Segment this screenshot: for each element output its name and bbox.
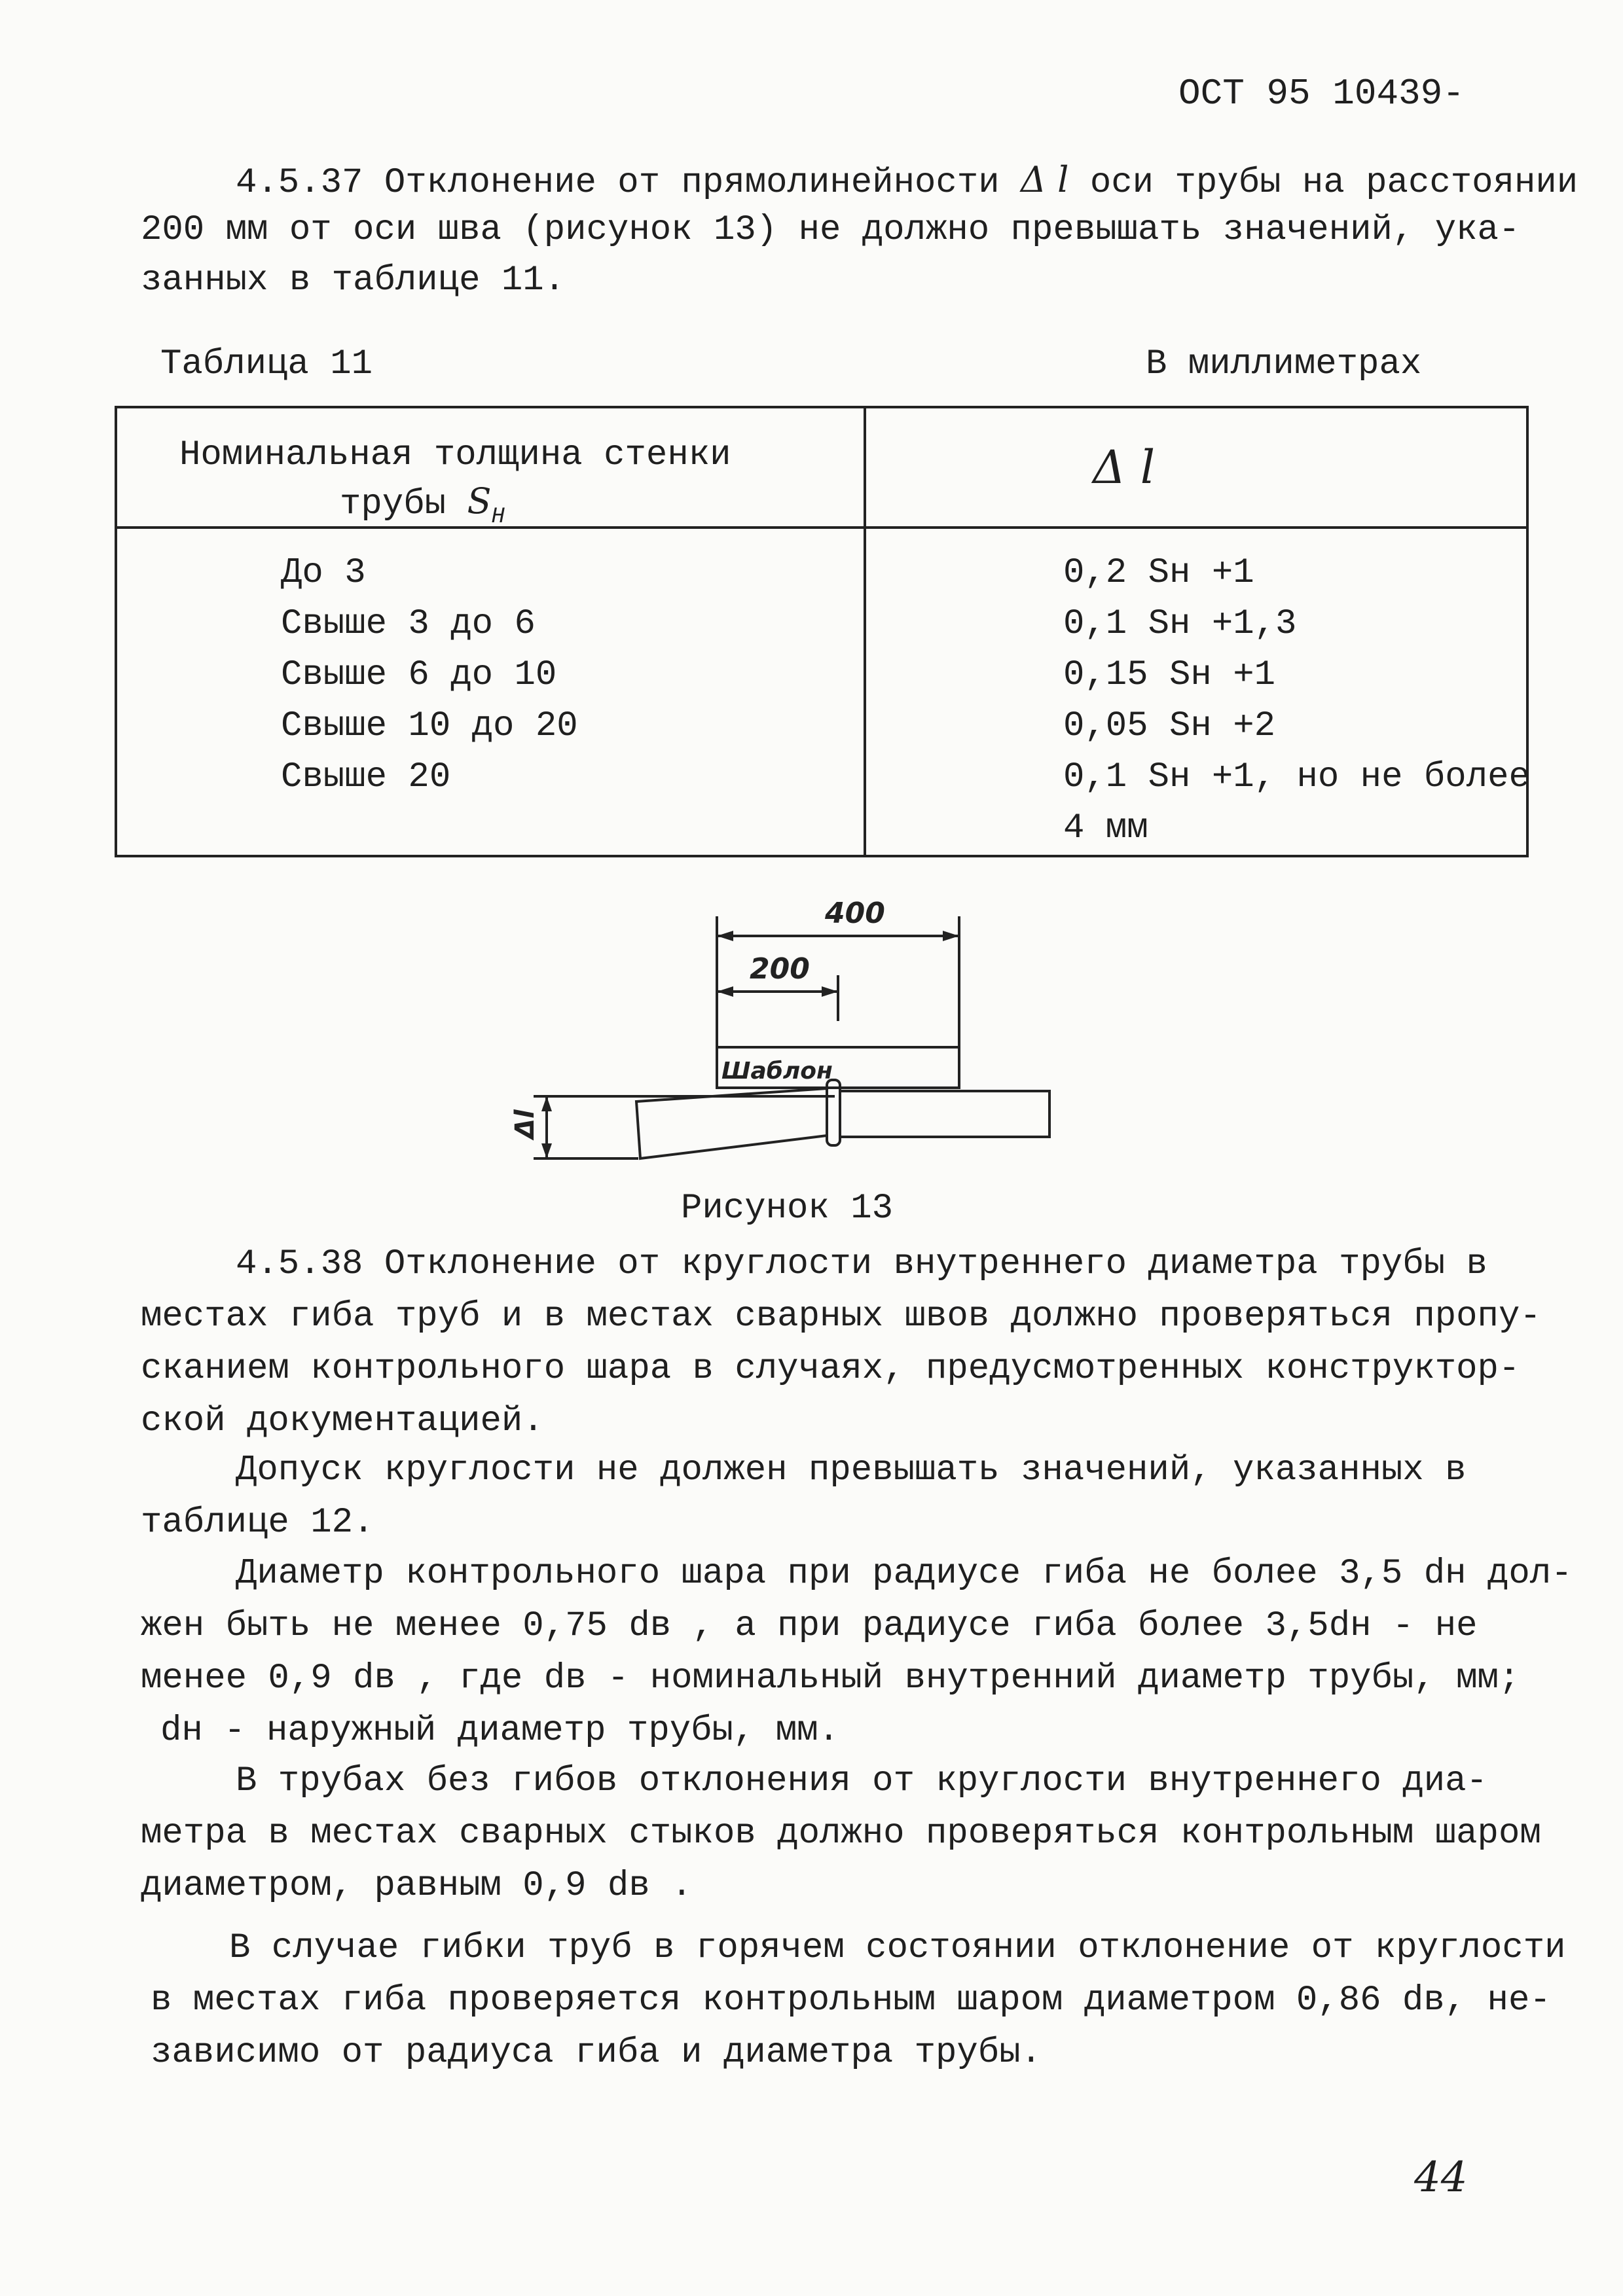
table-row-1-range: До 3	[281, 553, 366, 593]
no-bends-line1: В трубах без гибов отклонения от круглости внутреннего диа-	[236, 1761, 1487, 1801]
table-row-3-value: 0,15 Sн +1	[1063, 655, 1276, 695]
clause-4537-line1	[236, 159, 1578, 203]
arrow-400-left	[717, 931, 733, 941]
ball-line2: жен быть не менее 0,75 dв , а при радиусе гиба более 3,5dн - не	[141, 1606, 1478, 1646]
arrow-200-right	[822, 986, 838, 997]
figure-13	[458, 870, 1113, 1237]
table-row-4-value: 0,05 Sн +2	[1063, 706, 1276, 746]
figure-caption: Рисунок 13	[681, 1189, 894, 1229]
hot-bend-line3: зависимо от радиуса гиба и диаметра трубы.	[151, 2033, 1042, 2073]
clause-4538-line1	[236, 1244, 1487, 1284]
header-left-word: трубы	[340, 484, 447, 524]
weld-seam	[827, 1080, 840, 1145]
dimension-400-label: 400	[825, 897, 885, 930]
table-row-4-range: Свыше 10 до 20	[281, 706, 578, 746]
no-bends-line2: метра в местах сварных стыков должно проверяться контрольным шаром	[141, 1814, 1541, 1854]
table-row-1-value: 0,2 Sн +1	[1063, 553, 1254, 593]
header-left-line1: Номинальная толщина стенки	[179, 435, 731, 475]
no-bends-line3: диаметром, равным 0,9 dв .	[141, 1866, 693, 1906]
template-label: Шаблон	[721, 1058, 833, 1085]
arrow-delta-top	[541, 1096, 552, 1111]
table-row-2-range: Свыше 3 до 6	[281, 604, 536, 644]
document-code: ОСТ 95 10439-	[1178, 73, 1465, 115]
dimension-200-label: 200	[750, 952, 810, 986]
hot-bend-line2: в местах гиба проверяется контрольным шаром диаметром 0,86 dв, не-	[151, 1981, 1551, 2020]
clause-number: 4.5.38	[236, 1244, 363, 1284]
table-row-2-value: 0,1 Sн +1,3	[1063, 604, 1297, 644]
table-divider-horizontal	[117, 526, 1526, 529]
hot-bend-line1: В случае гибки труб в горячем состоянии отклонение от круглости	[229, 1928, 1566, 1968]
clause-number: 4.5.37	[236, 163, 363, 203]
pipe-left	[636, 1088, 827, 1158]
table-11	[115, 406, 1529, 857]
page-number: 44	[1414, 2153, 1468, 2202]
clause-text: оси трубы на расстоянии	[1089, 163, 1578, 203]
table-row-5-value-extra: 4 мм	[1063, 808, 1148, 848]
clause-text: Отклонение от круглости внутреннего диаметра трубы в	[384, 1244, 1487, 1284]
arrow-400-right	[943, 931, 959, 941]
table-caption: Таблица 11	[160, 344, 373, 384]
clause-4538-line4: ской документацией.	[141, 1401, 544, 1441]
arrow-delta-bottom	[541, 1143, 552, 1158]
arrow-200-left	[717, 986, 733, 997]
ball-line4: dн - наружный диаметр трубы, мм.	[160, 1711, 839, 1751]
clause-4537-line3: занных в таблице 11.	[141, 260, 566, 300]
pipe-right	[840, 1091, 1049, 1137]
wall-thickness-subscript: Н	[491, 505, 505, 529]
wall-thickness-symbol: S	[467, 480, 492, 522]
tolerance-line2: таблице 12.	[141, 1503, 374, 1543]
table-divider-vertical	[864, 408, 866, 855]
header-right-delta-l: Δ l	[1093, 440, 1156, 494]
table-row-3-range: Свыше 6 до 10	[281, 655, 557, 695]
table-row-5-range: Свыше 20	[281, 757, 451, 797]
ball-line3: менее 0,9 dв , где dв - номинальный внутренний диаметр трубы, мм;	[141, 1659, 1520, 1698]
clause-4538-line2: местах гиба труб и в местах сварных швов должно проверяться пропу-	[141, 1297, 1541, 1336]
tolerance-line1: Допуск круглости не должен превышать значений, указанных в	[236, 1450, 1467, 1490]
ball-line1: Диаметр контрольного шара при радиусе гиба не более 3,5 dн дол-	[236, 1554, 1573, 1594]
delta-l-symbol: Δ l	[1021, 159, 1069, 200]
table-units: В миллиметрах	[1146, 344, 1422, 384]
delta-l-label: Δl	[510, 1109, 540, 1139]
table-row-5-value: 0,1 Sн +1, но не более	[1063, 757, 1530, 797]
clause-4537-line2: 200 мм от оси шва (рисунок 13) не должно превышать значений, ука-	[141, 210, 1520, 250]
clause-text: Отклонение от прямолинейности	[384, 163, 1000, 203]
clause-4538-line3: сканием контрольного шара в случаях, предусмотренных конструктор-	[141, 1349, 1520, 1389]
header-left-line2	[340, 480, 505, 529]
